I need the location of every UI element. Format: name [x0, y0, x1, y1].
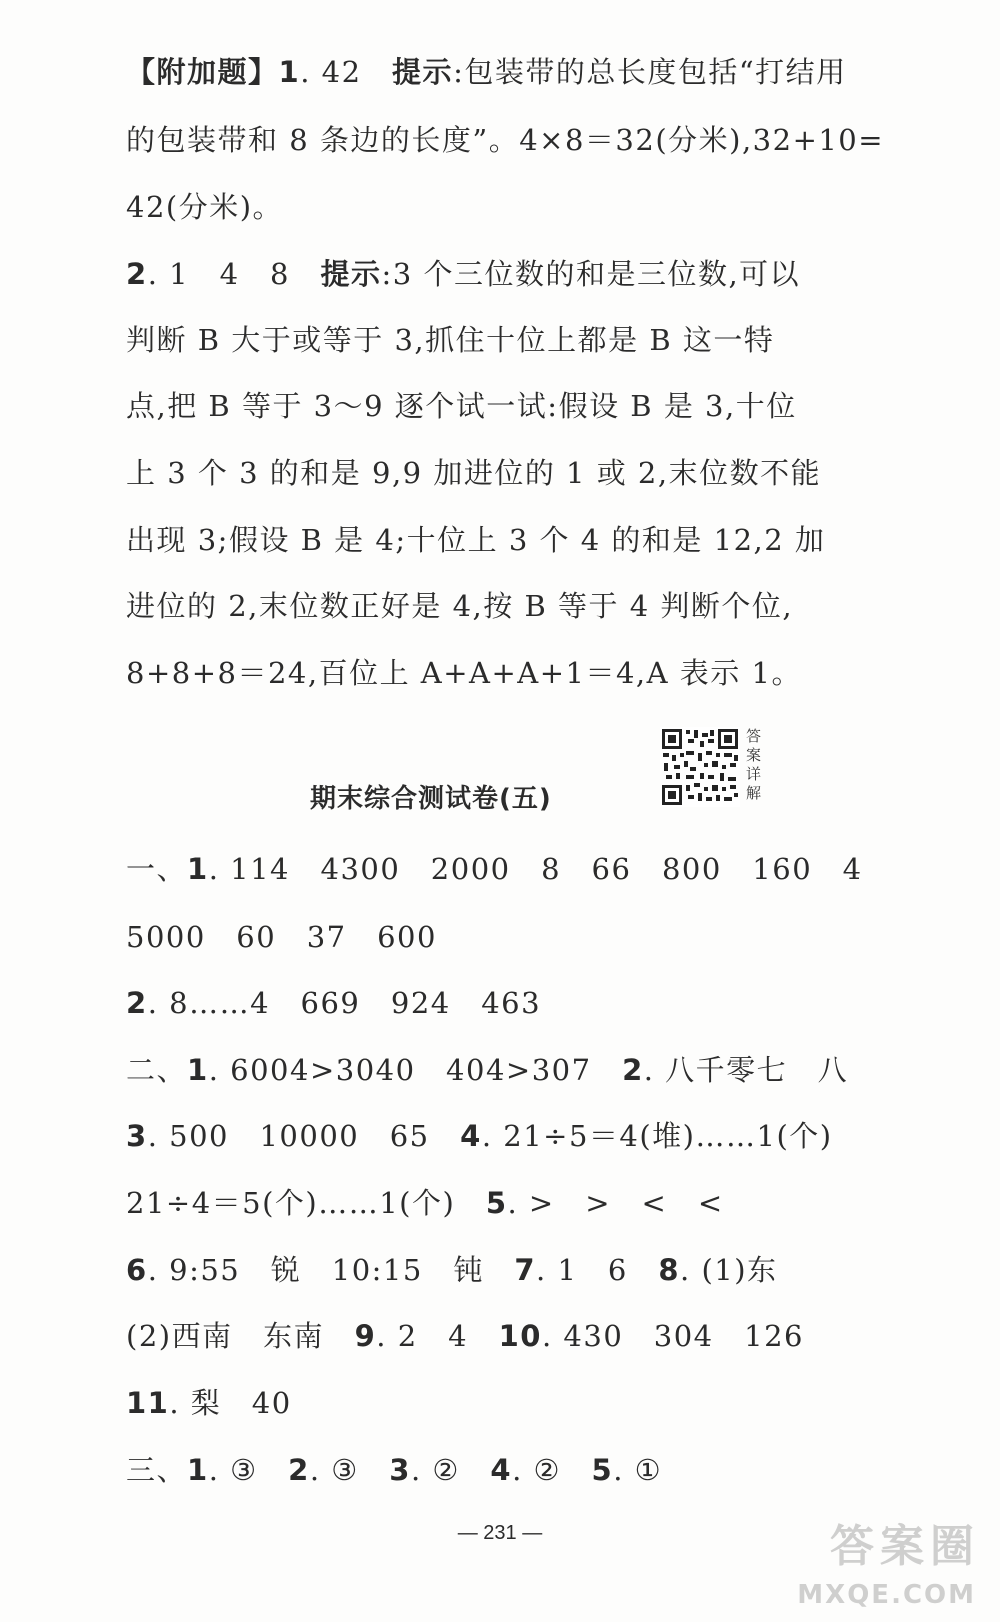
answer-text: . 1 4 8 — [147, 257, 321, 291]
hint-text: :包装带的总长度包括“打结用 — [453, 55, 847, 89]
answer-text: . 8……4 669 924 463 — [147, 986, 542, 1020]
question-number: 6 — [126, 1253, 148, 1287]
answer-line-8 — [126, 1316, 804, 1356]
bonus-line-1 — [126, 52, 847, 92]
answer-line-10 — [126, 1450, 662, 1490]
hint-label: 提示 — [320, 257, 382, 291]
question-number: 5 — [485, 1186, 508, 1220]
question-number: 1 — [187, 852, 209, 886]
bonus-line-6: 点,把 B 等于 3～9 逐个试一试:假设 B 是 3,十位 — [126, 389, 797, 423]
question-number: 2 — [126, 986, 148, 1020]
bonus-line-3: 42(分米)。 — [126, 190, 284, 224]
answer-text: . (1)东 — [680, 1253, 778, 1287]
answer-line-1 — [126, 849, 863, 889]
answer-line-5 — [126, 1116, 833, 1156]
hint-text: :3 个三位数的和是三位数,可以 — [381, 257, 801, 291]
page-number: — 231 — — [457, 1522, 543, 1544]
answer-text: . ③ — [208, 1453, 289, 1487]
answer-text: 21÷4＝5(个)……1(个) — [126, 1186, 486, 1220]
answer-line-2: 5000 60 37 600 — [126, 920, 437, 954]
answer-text: . ② — [512, 1453, 592, 1487]
bonus-line-10: 8+8+8＝24,百位上 A+A+A+1＝4,A 表示 1。 — [126, 656, 802, 690]
answer-text: . ① — [613, 1453, 663, 1487]
bonus-line-8: 出现 3;假设 B 是 4;十位上 3 个 4 的和是 12,2 加 — [126, 523, 826, 557]
question-number: 10 — [498, 1319, 542, 1353]
question-number: 1 — [187, 1453, 209, 1487]
section-title: 期末综合测试卷(五) — [310, 784, 552, 814]
qr-note: 答案详解 — [746, 727, 762, 802]
bonus-tag: 【附加题】 — [126, 55, 279, 89]
bonus-line-2: 的包装带和 8 条边的长度”。4×8＝32(分米),32+10= — [126, 123, 885, 157]
answer-text: . 6004>3040 404>307 — [208, 1053, 623, 1087]
answer-text: . > > < < — [507, 1186, 724, 1220]
answer-text: . 430 304 126 — [541, 1319, 804, 1353]
watermark-url: MXQE.COM — [797, 1580, 976, 1610]
bonus-line-9: 进位的 2,末位数正好是 4,按 B 等于 4 判断个位, — [126, 589, 794, 623]
question-number: 5 — [591, 1453, 614, 1487]
watermark-logo: 答案圈 — [830, 1521, 980, 1572]
question-number: 3 — [389, 1453, 411, 1487]
bonus-line-7: 上 3 个 3 的和是 9,9 加进位的 1 或 2,末位数不能 — [126, 456, 822, 490]
question-number: 1 — [187, 1053, 209, 1087]
question-number: 1 — [278, 55, 301, 89]
answer-text: . ③ — [309, 1453, 390, 1487]
answer-text: . 2 4 — [376, 1319, 499, 1353]
answer-line-6 — [126, 1183, 724, 1223]
question-number: 2 — [622, 1053, 644, 1087]
answer-line-3 — [126, 983, 541, 1023]
section-prefix: 一、 — [126, 852, 188, 886]
answer-text: . ② — [410, 1453, 491, 1487]
question-number: 7 — [514, 1253, 537, 1287]
question-number: 3 — [126, 1119, 148, 1153]
answer-line-9 — [126, 1383, 292, 1423]
question-number: 9 — [354, 1319, 377, 1353]
answer-line-7 — [126, 1250, 778, 1290]
answer-line-4 — [126, 1050, 848, 1090]
answer-text: . 500 10000 65 — [147, 1119, 461, 1153]
bonus-line-4 — [126, 254, 800, 294]
answer-text: . 42 — [300, 55, 393, 89]
answer-text: . 梨 40 — [169, 1386, 292, 1420]
question-number: 11 — [126, 1386, 170, 1420]
question-number: 2 — [126, 257, 148, 291]
answer-text: . 21÷5＝4(堆)……1(个) — [481, 1119, 833, 1153]
answer-text: . 1 6 — [536, 1253, 659, 1287]
section-prefix: 三、 — [126, 1453, 188, 1487]
qr-code-icon[interactable] — [660, 727, 740, 807]
answer-text: (2)西南 东南 — [126, 1319, 355, 1353]
bonus-line-5: 判断 B 大于或等于 3,抓住十位上都是 B 这一特 — [126, 323, 775, 357]
question-number: 4 — [490, 1453, 513, 1487]
answer-text: . 八千零七 八 — [643, 1053, 849, 1087]
section-prefix: 二、 — [126, 1053, 188, 1087]
answer-text: . 114 4300 2000 8 66 800 160 4 — [208, 852, 863, 886]
question-number: 2 — [288, 1453, 310, 1487]
question-number: 4 — [460, 1119, 482, 1153]
question-number: 8 — [658, 1253, 681, 1287]
hint-label: 提示 — [392, 55, 454, 89]
answer-text: . 9:55 锐 10:15 钝 — [147, 1253, 515, 1287]
